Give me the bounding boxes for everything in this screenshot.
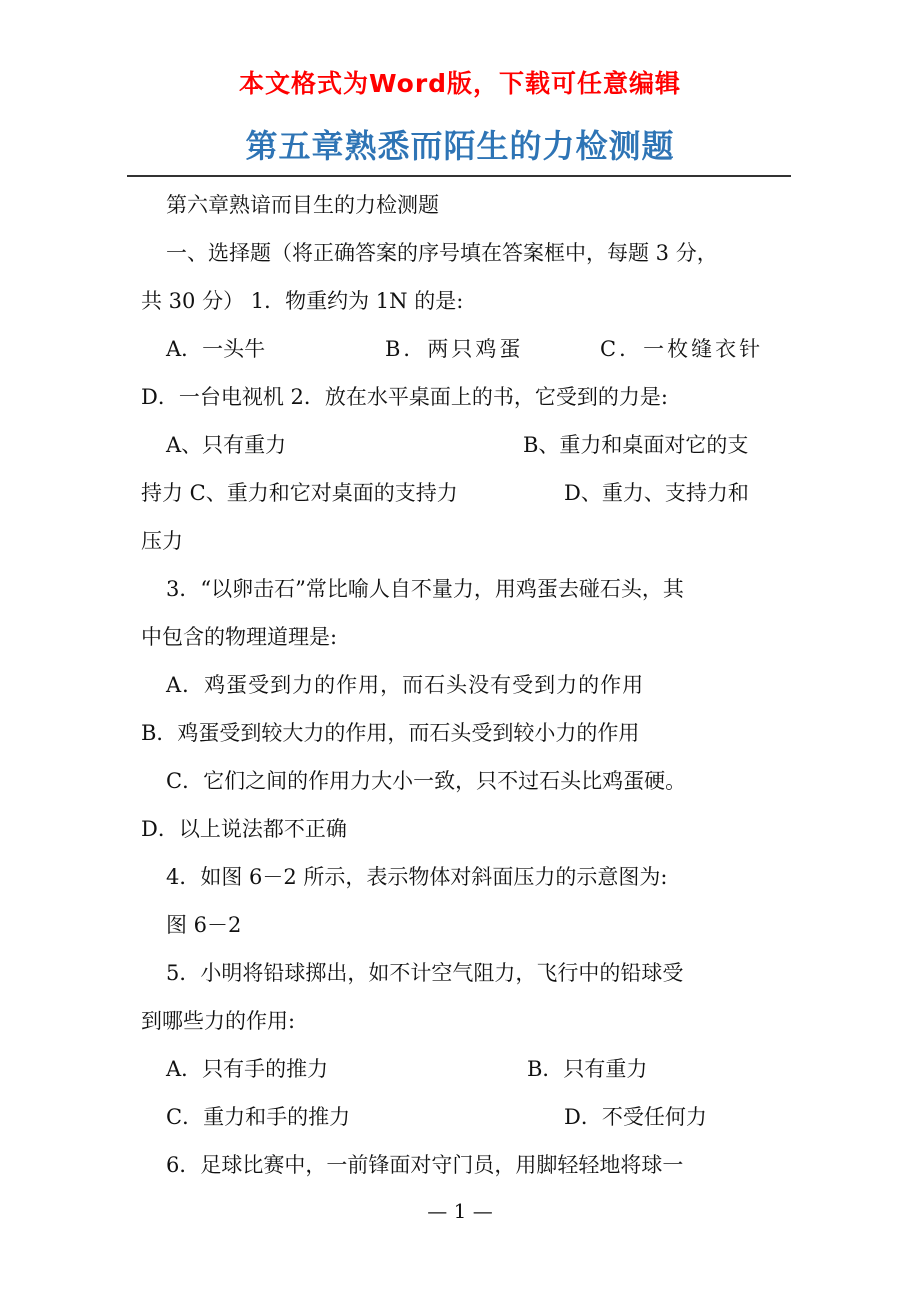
subtitle: 第六章熟谙而目生的力检测题 bbox=[166, 193, 439, 217]
q3-option-c: C．它们之间的作用力大小一致，只不过石头比鸡蛋硬。 bbox=[166, 769, 687, 793]
q2-option-b-continued: 持力 C、重力和它对桌面的支持力 bbox=[141, 481, 458, 505]
q5-option-b: B．只有重力 bbox=[527, 1057, 648, 1081]
q2-option-b: B、重力和桌面对它的支 bbox=[523, 433, 749, 457]
question-3-stem: 3．“以卵击石”常比喻人自不量力，用鸡蛋去碰石头，其 bbox=[166, 577, 684, 601]
page-number: — 1 — bbox=[427, 1199, 493, 1223]
q3-option-d: D．以上说法都不正确 bbox=[141, 817, 347, 841]
q1-option-a: A．一头牛 bbox=[166, 337, 266, 361]
q5-option-c: C．重力和手的推力 bbox=[166, 1105, 351, 1129]
figure-caption: 图 6－2 bbox=[166, 913, 242, 937]
question-1-stem: 共 30 分） 1．物重约为 1N 的是: bbox=[141, 289, 464, 313]
q1-option-b: B．两只鸡蛋 bbox=[385, 337, 524, 361]
q3-option-b: B．鸡蛋受到较大力的作用，而石头受到较小力的作用 bbox=[141, 721, 640, 745]
q1-option-c: C．一枚缝衣针 bbox=[600, 337, 764, 361]
q2-option-a: A、只有重力 bbox=[166, 433, 287, 457]
question-5-stem: 5．小明将铅球掷出，如不计空气阻力，飞行中的铅球受 bbox=[166, 961, 684, 985]
q3-option-a: A．鸡蛋受到力的作用，而石头没有受到力的作用 bbox=[166, 673, 645, 697]
q2-option-d-continued: 压力 bbox=[141, 529, 183, 553]
document-title: 第五章熟悉而陌生的力检测题 bbox=[245, 127, 675, 165]
q2-option-d: D、重力、支持力和 bbox=[564, 481, 749, 505]
question-3-stem-continued: 中包含的物理道理是: bbox=[141, 625, 338, 649]
title-divider bbox=[127, 175, 791, 177]
download-banner: 本文格式为Word版，下载可任意编辑 bbox=[238, 69, 682, 98]
question-4-stem: 4．如图 6－2 所示，表示物体对斜面压力的示意图为: bbox=[166, 865, 668, 889]
q5-option-d: D．不受任何力 bbox=[564, 1105, 707, 1129]
section-heading: 一、选择题（将正确答案的序号填在答案框中，每题 3 分， bbox=[166, 241, 718, 265]
question-5-stem-continued: 到哪些力的作用: bbox=[141, 1009, 296, 1033]
q5-option-a: A．只有手的推力 bbox=[166, 1057, 329, 1081]
q1-option-d-and-question-2: D．一台电视机 2．放在水平桌面上的书，它受到的力是: bbox=[141, 385, 668, 409]
question-6-stem: 6．足球比赛中，一前锋面对守门员，用脚轻轻地将球一 bbox=[166, 1153, 684, 1177]
